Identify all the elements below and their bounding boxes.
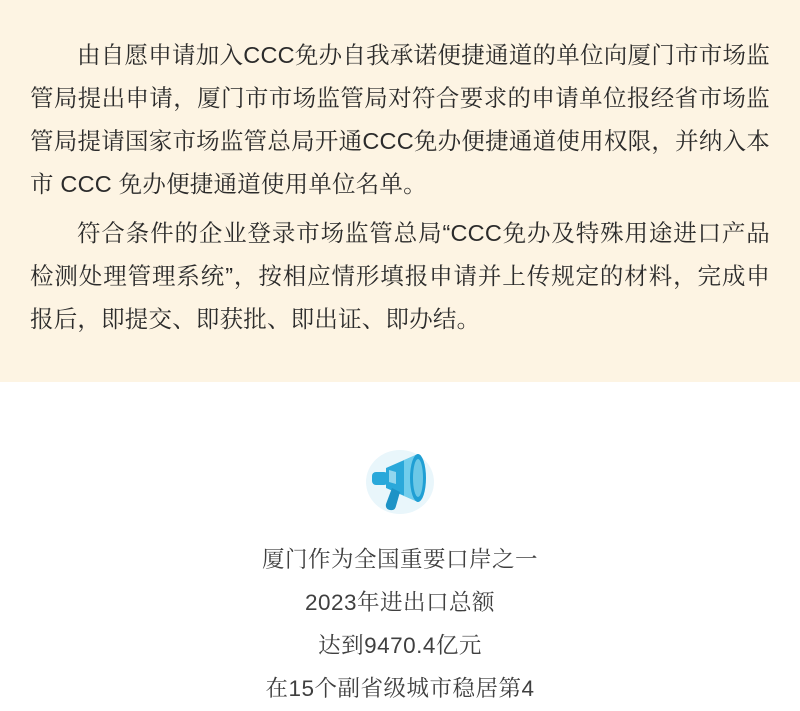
- megaphone-icon: [352, 432, 448, 528]
- notice-paragraph-2: 符合条件的企业登录市场监管总局“CCC免办及特殊用途进口产品检测处理管理系统”，按相应情形填报申请并上传规定的材料，完成申报后，即提交、即获批、即出证、即办结。: [30, 220, 770, 332]
- stats-line-4: 在15个副省级城市稳居第4: [265, 676, 535, 701]
- stats-line-2: 2023年进出口总额: [304, 590, 496, 615]
- stats-block: [0, 538, 800, 710]
- stats-line-3: 达到9470.4亿元: [318, 633, 482, 658]
- notice-paragraph-1: 由自愿申请加入CCC免办自我承诺便捷通道的单位向厦门市市场监管局提出申请，厦门市市场监管局对符合要求的申请单位报经省市场监管局提请国家市场监管总局开通CCC免办便捷通道使用权限，并纳入本市 CCC 免办便捷通道使用单位名单。: [30, 42, 770, 197]
- stats-line-1: 厦门作为全国重要口岸之一: [261, 547, 538, 572]
- illustration-area: [0, 430, 800, 530]
